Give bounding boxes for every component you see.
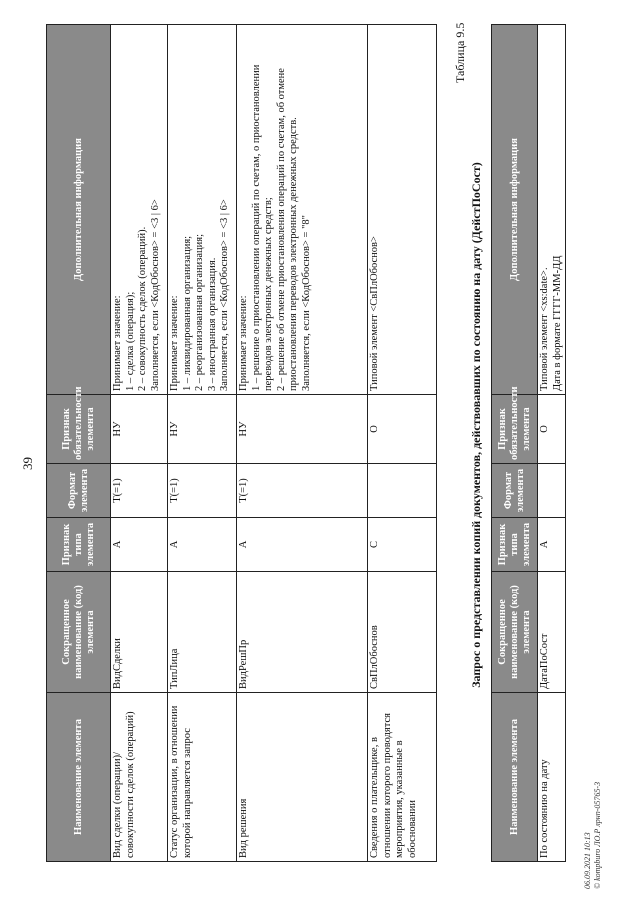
cell-name: Вид сделки (операции)/ совокупности сделок (операций): [111, 693, 168, 862]
cell-info: [237, 25, 368, 395]
cell-name: Статус организации, в отношении которой направляется запрос: [168, 693, 237, 862]
table-header-row: [47, 25, 111, 862]
cell-format: T(=1): [111, 464, 168, 518]
cell-code: СвПлОбоснов: [368, 572, 437, 693]
info-line: 3 – иностранная организация.: [206, 257, 218, 391]
cell-name: Сведения о плательщике, в отношении которого проводятся мероприятия, указанные в обосновании: [368, 693, 437, 862]
col-header-type: Признак типа элемента: [492, 518, 538, 572]
info-line: Заполняется, если <КодОбоснов> = <3 | 6>: [219, 199, 231, 391]
table-row: [111, 25, 168, 862]
cell-format: [538, 464, 566, 518]
cell-name: Вид решения: [237, 693, 368, 862]
table-row: [168, 25, 237, 862]
cell-info: [368, 25, 437, 395]
info-line: Принимает значение:: [169, 295, 180, 391]
col-header-name: Наименование элемента: [47, 693, 111, 862]
cell-type: А: [168, 518, 237, 572]
col-header-type: Признак типа элемента: [47, 518, 111, 572]
table-header-row: [492, 25, 538, 862]
info-line: 2 – решение об отмене приостановления операций по счетам, об отмене приостановления переводов электронных денежных средств.: [275, 68, 300, 391]
cell-required: НУ: [111, 395, 168, 464]
col-header-name: Наименование элемента: [492, 693, 538, 862]
cell-format: T(=1): [168, 464, 237, 518]
footer-line: © kompburo ЛО.Р лрнп-05765-3: [593, 781, 602, 889]
date-request-table: [491, 24, 566, 862]
col-header-format: Формат элемента: [47, 464, 111, 518]
table-caption: Таблица 9.5: [453, 22, 467, 83]
cell-type: С: [368, 518, 437, 572]
cell-info: [538, 25, 566, 395]
info-line: 1 – ликвидированная организация;: [181, 235, 193, 391]
cell-type: А: [237, 518, 368, 572]
cell-type: А: [538, 518, 566, 572]
cell-format: [368, 464, 437, 518]
table-row: [538, 25, 566, 862]
col-header-info: Дополнительная информация: [47, 25, 111, 395]
info-line: Принимает значение:: [112, 295, 123, 391]
col-header-info: Дополнительная информация: [492, 25, 538, 395]
table-title: Запрос о представлении копий документов, действовавших по состоянию на дату (ДейстПоСост): [469, 162, 483, 688]
cell-format: T(=1): [237, 464, 368, 518]
col-header-code: Сокращенное наименование (код) элемента: [492, 572, 538, 693]
col-header-format: Формат элемента: [492, 464, 538, 518]
info-line: Дата в формате ГГГГ-ММ-ДД: [551, 255, 563, 391]
cell-required: О: [368, 395, 437, 464]
cell-required: О: [538, 395, 566, 464]
info-line: Принимает значение:: [238, 295, 249, 391]
cell-code: ТипЛица: [168, 572, 237, 693]
cell-info: [168, 25, 237, 395]
table-row: [368, 25, 437, 862]
col-header-required: Признак обязательности элемента: [47, 395, 111, 464]
info-line: 1 – решение о приостановлении операций по счетам, о приостановлении переводов электронных денежных средств;: [250, 64, 275, 391]
info-line: 2 – совокупность сделок (операций).: [137, 226, 149, 391]
cell-required: НУ: [237, 395, 368, 464]
col-header-required: Признак обязательности элемента: [492, 395, 538, 464]
info-line: 1 – сделка (операция);: [124, 291, 136, 391]
elements-table: [46, 24, 437, 862]
info-line: 2 – реорганизованная организация;: [194, 233, 206, 391]
cell-code: ДатаПоСост: [538, 572, 566, 693]
cell-code: ВидРешПр: [237, 572, 368, 693]
page-number: 39: [20, 457, 35, 470]
info-line: Заполняется, если <КодОбоснов> = <3 | 6>: [149, 199, 161, 391]
table-row: [237, 25, 368, 862]
footer-stamp: [583, 782, 603, 889]
cell-name: По состоянию на дату: [538, 693, 566, 862]
info-line: Заполняется, если <КодОбоснов> = "8": [300, 215, 312, 391]
info-line: Типовой элемент <xs:date>.: [539, 267, 550, 391]
col-header-code: Сокращенное наименование (код) элемента: [47, 572, 111, 693]
cell-code: ВидСделки: [111, 572, 168, 693]
cell-required: НУ: [168, 395, 237, 464]
info-line: Типовой элемент <СвПлОбоснов>: [369, 236, 380, 391]
cell-type: А: [111, 518, 168, 572]
cell-info: [111, 25, 168, 395]
footer-line: 06.09.2021 10:13: [583, 832, 592, 889]
